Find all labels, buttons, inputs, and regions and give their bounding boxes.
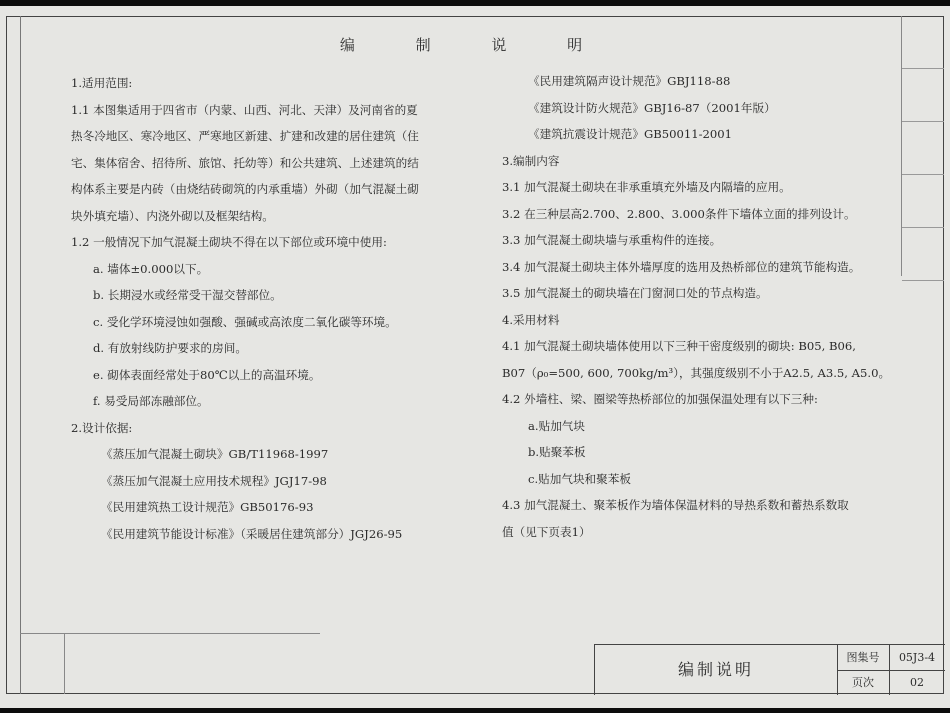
text-line: c. 受化学环境浸蚀如强酸、强碱或高浓度二氧化碳等环境。 bbox=[93, 314, 397, 329]
text-line: 1.2 一般情况下加气混凝土砌块不得在以下部位或环境中使用: bbox=[71, 235, 387, 249]
text-line: 1.1 本图集适用于四省市（内蒙、山西、河北、天津）及河南省的夏 bbox=[71, 102, 418, 117]
text-line: B07（ρ₀=500, 600, 700kg/m³），其强度级别不小于A2.5, A3.5, A5.0。 bbox=[502, 365, 891, 380]
text-line: 4.3 加气混凝土、聚苯板作为墙体保温材料的导热系数和蓄热系数取 bbox=[502, 498, 849, 512]
left-column bbox=[71, 70, 491, 547]
page-label: 页次 bbox=[837, 670, 890, 695]
text-line: 4.采用材料 bbox=[502, 312, 560, 327]
text-line: 《民用建筑热工设计规范》GB50176-93 bbox=[101, 500, 314, 514]
page-row bbox=[837, 670, 945, 695]
text-line: f. 易受局部冻融部位。 bbox=[93, 394, 209, 408]
page-value: 02 bbox=[910, 676, 924, 689]
text-line: d. 有放射线防护要求的房间。 bbox=[93, 341, 247, 355]
text-line: 4.2 外墙柱、梁、圈梁等热桥部位的加强保温处理有以下三种: bbox=[502, 392, 818, 406]
text-line: c.贴加气块和聚苯板 bbox=[528, 471, 631, 486]
atlas-label: 图集号 bbox=[837, 645, 890, 670]
title-block bbox=[594, 644, 945, 695]
text-line: 《建筑抗震设计规范》GB50011-2001 bbox=[528, 127, 733, 141]
text-line: 2.设计依据: bbox=[71, 420, 133, 435]
text-line: 4.1 加气混凝土砌块墙体使用以下三种干密度级别的砌块: B05, B06, bbox=[502, 339, 856, 353]
approval-box bbox=[20, 633, 320, 694]
text-line: 3.2 在三种层高2.700、2.800、3.000条件下墙体立面的排列设计。 bbox=[502, 206, 856, 221]
binding-strip bbox=[6, 16, 21, 694]
drawing-name: 编制说明 bbox=[595, 645, 838, 695]
text-line: 构体系主要是内砖（由烧结砖砌筑的内承重墙）外砌（加气混凝土砌 bbox=[71, 182, 419, 196]
text-line: 《民用建筑节能设计标准》（采暖居住建筑部分）JGJ26-95 bbox=[101, 526, 403, 541]
text-line: 3.3 加气混凝土砌块墙与承重构件的连接。 bbox=[502, 233, 722, 247]
text-line: 《建筑设计防火规范》GBJ16-87（2001年版） bbox=[528, 100, 776, 115]
text-line: 值（见下页表1） bbox=[502, 524, 591, 539]
text-line: 热冬冷地区、寒冷地区、严寒地区新建、扩建和改建的居住建筑（住 bbox=[71, 129, 419, 143]
signature-strip bbox=[901, 16, 944, 276]
text-line: b.贴聚苯板 bbox=[528, 445, 586, 459]
text-line: e. 砌体表面经常处于80℃以上的高温环境。 bbox=[93, 367, 321, 382]
text-line: 3.5 加气混凝土的砌块墙在门窗洞口处的节点构造。 bbox=[502, 286, 768, 300]
text-line: b. 长期浸水或经常受干湿交替部位。 bbox=[93, 288, 282, 302]
text-line: 《蒸压加气混凝土应用技术规程》JGJ17-98 bbox=[101, 473, 327, 488]
text-line: 《蒸压加气混凝土砌块》GB/T11968-1997 bbox=[101, 447, 329, 461]
text-line: 1.适用范围: bbox=[71, 76, 133, 90]
atlas-value: 05J3-4 bbox=[898, 651, 936, 664]
text-line: 3.4 加气混凝土砌块主体外墙厚度的选用及热桥部位的建筑节能构造。 bbox=[502, 259, 861, 274]
text-line: 宅、集体宿舍、招待所、旅馆、托幼等）和公共建筑、上述建筑的结 bbox=[71, 155, 419, 170]
text-line: a. 墙体±0.000以下。 bbox=[93, 261, 209, 276]
text-line: 3.编制内容 bbox=[502, 153, 560, 168]
page-title: 编 制 说 明 bbox=[339, 36, 611, 54]
text-line: 《民用建筑隔声设计规范》GBJ118-88 bbox=[528, 74, 731, 88]
text-line: a.贴加气块 bbox=[528, 418, 585, 433]
right-column bbox=[502, 68, 902, 545]
text-line: 3.1 加气混凝土砌块在非承重填充外墙及内隔墙的应用。 bbox=[502, 180, 791, 194]
text-line: 块外填充墙）、内浇外砌以及框架结构。 bbox=[71, 208, 274, 223]
atlas-row bbox=[837, 645, 945, 671]
